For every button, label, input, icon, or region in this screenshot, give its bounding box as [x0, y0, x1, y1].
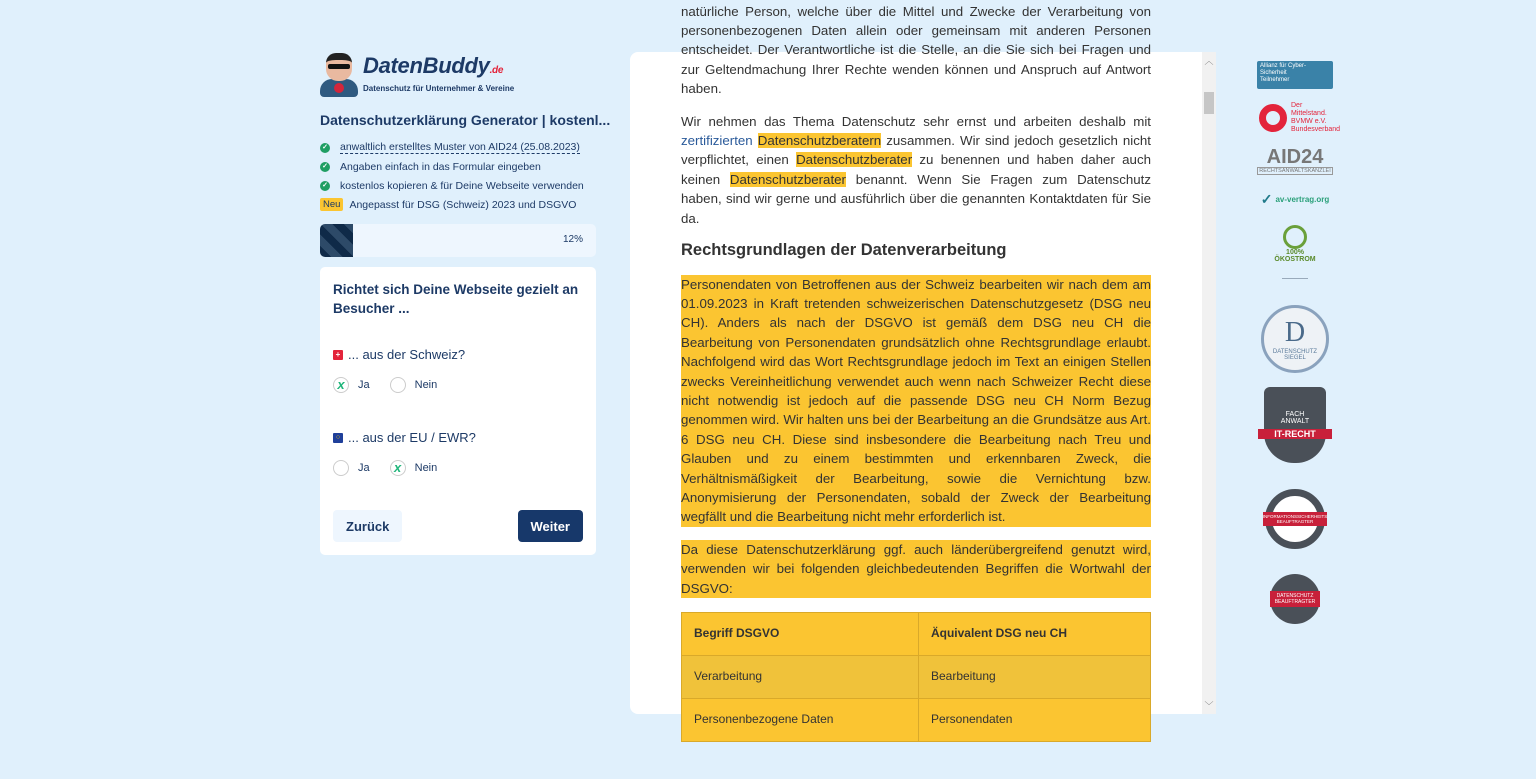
radio-checked-icon[interactable]: x	[333, 377, 349, 393]
aid24-logo	[1250, 146, 1340, 176]
radio-ch-ja[interactable]	[333, 377, 370, 393]
question-label: ... aus der EU / EWR?	[348, 430, 476, 445]
radio-eu-nein[interactable]	[390, 460, 438, 476]
next-button[interactable]: Weiter	[518, 510, 584, 542]
feature-list	[320, 138, 596, 214]
logo-text: DATENSCHUTZ SIEGEL	[1272, 349, 1318, 361]
feature-text: kostenlos kopieren & für Deine Webseite verwenden	[340, 179, 584, 192]
av-vertrag-logo: ✓ av-vertrag.org	[1260, 190, 1330, 207]
logo-text: Allianz für Cyber-Sicherheit	[1260, 63, 1307, 76]
table-header: Begriff DSGVO	[682, 613, 919, 656]
text: benannt. Wenn Sie Fragen zum Datenschutz haben, sind wir gerne und ausführlich über die genannten Kontaktdaten für Sie da.	[681, 171, 1151, 226]
new-badge: Neu	[320, 198, 343, 211]
logo-text: Der Mittelstand. BVMW e.V. Bundesverband	[1291, 102, 1341, 133]
highlight: Datenschutzberater	[729, 171, 846, 187]
brand-name: DatenBuddy	[363, 53, 490, 78]
table-row	[682, 699, 1151, 742]
text: zusammen. Wir sind jedoch gesetzlich nicht verpflichtet, einen	[681, 133, 1151, 168]
allianz-logo	[1250, 60, 1340, 90]
progress-label: 12%	[562, 234, 583, 245]
radio-eu-ja[interactable]	[333, 460, 370, 476]
radio-label: Nein	[414, 462, 438, 474]
paragraph-terms: Da diese Datenschutzerklärung ggf. auch länderübergreifend genutzt wird, verwenden wir bei folgenden gleichbedeutenden Begriffen die Wortwahl der DSGVO:	[681, 540, 1151, 598]
table-header: Äquivalent DSG neu CH	[918, 613, 1150, 656]
brand-tld: .de	[489, 65, 504, 76]
radio-unchecked-icon[interactable]	[390, 377, 406, 393]
mascot-icon	[320, 51, 358, 97]
scrollbar-thumb[interactable]	[1204, 92, 1214, 114]
radio-checked-icon[interactable]: x	[390, 460, 406, 476]
question-switzerland	[333, 347, 583, 362]
logo-text: RECHTSANWALTSKANZLEI	[1259, 168, 1331, 174]
logo-text: av-vertrag.org	[1275, 194, 1330, 204]
paragraph-dpo	[681, 112, 1151, 228]
table-row	[682, 656, 1151, 699]
isb-badge	[1250, 477, 1340, 561]
feature-item	[320, 195, 596, 214]
scrollbar[interactable]	[1202, 52, 1216, 714]
generator-title: Datenschutzerklärung Generator | kostenl...	[320, 112, 611, 128]
sidebar	[320, 50, 611, 555]
datenschutz-seal: D DATENSCHUTZ SIEGEL	[1250, 305, 1340, 373]
radio-group-switzerland	[333, 377, 583, 393]
eu-flag-icon: ○	[333, 433, 343, 443]
certified-link[interactable]: zertifizierten	[681, 133, 753, 149]
logo-text: DATENSCHUTZ BEAUFTRAGTER	[1270, 591, 1320, 607]
radio-label: Ja	[358, 462, 370, 474]
dsb-badge	[1250, 571, 1340, 627]
logo-text: INFORMATIONSSICHERHEITS BEAUFTRAGTER	[1262, 514, 1328, 524]
feature-item	[320, 157, 596, 176]
scroll-down-icon[interactable]: ﹀	[1204, 701, 1214, 711]
oekostrom-logo	[1250, 222, 1340, 266]
check-icon: ✓	[320, 162, 330, 172]
highlight: Datenschutzberater	[796, 152, 913, 168]
highlight: Datenschutzberatern	[757, 133, 882, 149]
progress-fill	[320, 224, 353, 257]
radio-label: Ja	[358, 379, 370, 391]
radio-ch-nein[interactable]	[390, 377, 438, 393]
question-label: ... aus der Schweiz?	[348, 347, 466, 362]
logo-text: AID24	[1266, 146, 1324, 168]
muster-link[interactable]: anwaltlich erstelltes Muster von AID24 (25.08.2023)	[340, 141, 580, 153]
swiss-flag-icon: +	[333, 350, 343, 360]
feature-item	[320, 176, 596, 195]
table-cell: Personenbezogene Daten	[682, 699, 919, 742]
bvmw-logo	[1250, 100, 1340, 136]
logo-text: 100% ÖKOSTROM	[1274, 249, 1316, 263]
trust-badges	[1250, 60, 1340, 637]
section-heading: Rechtsgrundlagen der Datenverarbeitung	[681, 241, 1007, 260]
divider	[1282, 278, 1308, 279]
terms-table	[681, 612, 1151, 742]
text: Wir nehmen das Thema Datenschutz sehr ernst und arbeiten deshalb mit	[681, 113, 1151, 129]
table-cell: Verarbeitung	[682, 656, 919, 699]
table-cell: Personendaten	[918, 699, 1150, 742]
question-title: Richtet sich Deine Webseite gezielt an Besucher ...	[333, 282, 579, 316]
datenbuddy-logo[interactable]	[320, 50, 596, 98]
question-card	[320, 267, 596, 555]
policy-preview[interactable]	[630, 3, 1202, 727]
scroll-up-icon[interactable]: ︿	[1204, 56, 1214, 66]
paragraph-controller: natürliche Person, welche über die Mittel und Zwecke der Verarbeitung von personenbezogenen Daten allein oder gemeinsam mit anderen Personen entscheidet. Der Verantwortliche ist die Stelle, an die Sie sich bei Fragen und zur Geltendmachung Ihrer Rechte wenden können und Anspruch auf Antwort haben.	[681, 3, 1151, 97]
feature-text: Angaben einfach in das Formular eingeben	[340, 160, 541, 173]
text: zu benennen und haben daher auch keinen	[681, 152, 1151, 187]
radio-group-eu	[333, 460, 583, 476]
fachanwalt-badge	[1250, 383, 1340, 467]
radio-label: Nein	[414, 379, 438, 391]
brand-tagline: Datenschutz für Unternehmer & Vereine	[363, 84, 515, 93]
table-cell: Bearbeitung	[918, 656, 1150, 699]
paragraph-legal-basis: Personendaten von Betroffenen aus der Schweiz bearbeiten wir nach dem am 01.09.2023 in Kraft tretenden schweizerischen Datenschutzgesetz (DSG neu CH). Anders als nach der DSGVO ist gemäß dem DSG neu CH die Bearbeitung von Personendaten grundsätzlich ohne Rechtsgrundlage erlaubt. Nachfolgend wird das Wort Rechtsgrundlage jedoch im Text an einigen Stellen zwecks Vereinheitlichung verwendet auch wenn nach Schweizer Recht diese nicht notwendig ist jedoch auf die passende DSG neu CH Norm Bezug genommen wird. Wir halten uns bei der Bearbeitung an die Grundsätze aus Art. 6 DSG neu CH. Diese sind insbesondere die Bearbeitung nach Treu und Glauben und zu einem bestimmten und erkennbaren Zweck, die Verhältnismäßigkeit der Bearbeitung, sowie die Vernichtung bzw. Anonymisierung der Personendaten, sobald der Zweck der Bearbeitung wegfällt und die Bearbeitung nicht mehr erforderlich ist.	[681, 275, 1151, 527]
check-icon: ✓	[320, 181, 330, 191]
progress-bar	[320, 224, 596, 257]
check-icon: ✓	[320, 143, 330, 153]
back-button[interactable]: Zurück	[333, 510, 402, 542]
radio-unchecked-icon[interactable]	[333, 460, 349, 476]
logo-text: Teilnehmer	[1260, 77, 1290, 83]
logo-text: FACH ANWALT	[1280, 411, 1310, 425]
question-eu	[333, 430, 583, 445]
feature-item	[320, 138, 596, 157]
logo-text: IT-RECHT	[1258, 429, 1332, 439]
feature-text: Angepasst für DSG (Schweiz) 2023 und DSGVO	[349, 198, 577, 211]
